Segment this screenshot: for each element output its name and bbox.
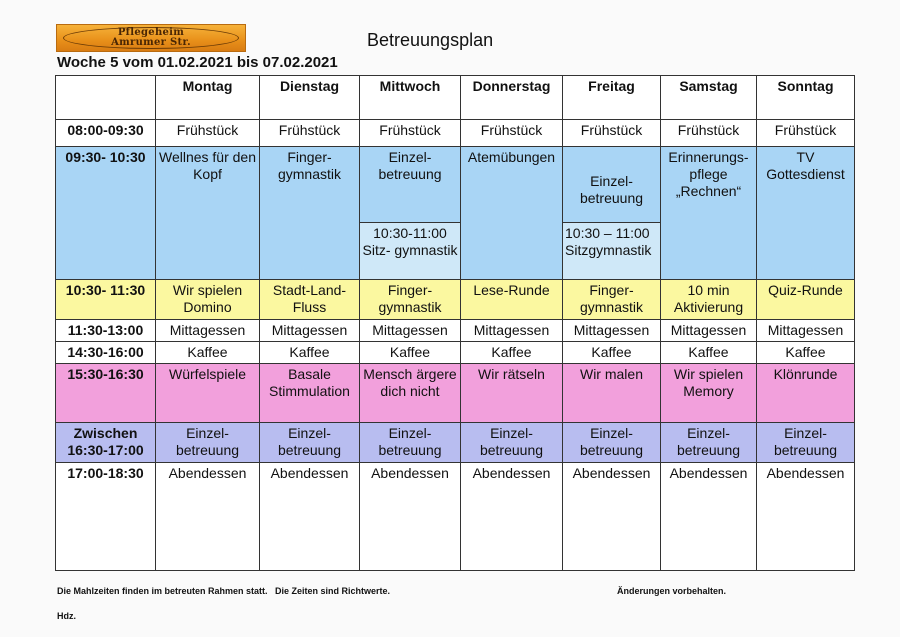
- activity-cell: Einzel- betreuung: [156, 423, 260, 463]
- footer-disclaimer: Änderungen vorbehalten.: [617, 586, 727, 596]
- activity-cell: Quiz-Runde: [757, 280, 855, 320]
- activity-cell: Erinnerungs- pflege „Rechnen“: [661, 147, 757, 280]
- activity-cell: Frühstück: [260, 120, 360, 147]
- day-header: Mittwoch: [360, 76, 461, 120]
- time-slot: 08:00-09:30: [56, 120, 156, 147]
- activity-cell: TV Gottesdienst: [757, 147, 855, 280]
- activity-cell: Basale Stimmulation: [260, 364, 360, 423]
- activity-cell: Abendessen: [757, 463, 855, 571]
- activity-cell: Finger- gymnastik: [360, 280, 461, 320]
- time-slot: 10:30- 11:30: [56, 280, 156, 320]
- activity-cell: Abendessen: [661, 463, 757, 571]
- activity-cell: Kaffee: [461, 342, 563, 364]
- table-row: [56, 423, 855, 463]
- activity-cell: Frühstück: [757, 120, 855, 147]
- time-slot: 09:30- 10:30: [56, 147, 156, 280]
- table-row: [56, 280, 855, 320]
- activity-cell: Kaffee: [260, 342, 360, 364]
- activity-cell: Mittagessen: [757, 320, 855, 342]
- table-row: [56, 342, 855, 364]
- activity-cell: Einzel- betreuung: [360, 147, 461, 223]
- activity-cell: Mittagessen: [360, 320, 461, 342]
- table-row: [56, 320, 855, 342]
- activity-cell: Einzel- betreuung: [563, 423, 661, 463]
- week-range: Woche 5 vom 01.02.2021 bis 07.02.2021: [57, 54, 338, 71]
- activity-cell: 10:30 – 11:00 Sitzgymnastik: [563, 223, 661, 280]
- logo-line2: Amrumer Str.: [111, 37, 191, 48]
- activity-cell: Frühstück: [661, 120, 757, 147]
- footer-signature: Hdz.: [57, 611, 76, 621]
- time-slot: Zwischen 16:30-17:00: [56, 423, 156, 463]
- header-corner: [56, 76, 156, 120]
- time-slot: 14:30-16:00: [56, 342, 156, 364]
- activity-cell: Klönrunde: [757, 364, 855, 423]
- activity-cell: Finger- gymnastik: [260, 147, 360, 280]
- header-row: [56, 76, 855, 120]
- activity-cell: Einzel- betreuung: [360, 423, 461, 463]
- activity-cell: Frühstück: [156, 120, 260, 147]
- time-slot: 17:00-18:30: [56, 463, 156, 571]
- activity-cell: Abendessen: [360, 463, 461, 571]
- day-header: Montag: [156, 76, 260, 120]
- activity-cell: Einzel- betreuung: [757, 423, 855, 463]
- activity-cell: Einzel- betreuung: [461, 423, 563, 463]
- activity-cell: Mittagessen: [563, 320, 661, 342]
- footer-note: Die Mahlzeiten finden im betreuten Rahmen statt. Die Zeiten sind Richtwerte.: [57, 586, 391, 596]
- activity-cell: Würfelspiele: [156, 364, 260, 423]
- activity-cell: Wir rätseln: [461, 364, 563, 423]
- activity-cell: Frühstück: [563, 120, 661, 147]
- activity-cell: Einzel- betreuung: [260, 423, 360, 463]
- activity-cell: Einzel- betreuung: [563, 147, 661, 223]
- activity-cell: Kaffee: [156, 342, 260, 364]
- activity-cell: Abendessen: [461, 463, 563, 571]
- logo-emblem: [63, 27, 239, 49]
- activity-cell: Wir malen: [563, 364, 661, 423]
- table-row: [56, 147, 855, 223]
- activity-cell: Mensch ärgere dich nicht: [360, 364, 461, 423]
- activity-cell: Kaffee: [563, 342, 661, 364]
- day-header: Freitag: [563, 76, 661, 120]
- page-title: Betreuungsplan: [367, 30, 494, 50]
- logo-line1: Pflegeheim: [117, 27, 185, 38]
- activity-cell: Finger- gymnastik: [563, 280, 661, 320]
- table-row: [56, 463, 855, 571]
- activity-cell: Wir spielen Memory: [661, 364, 757, 423]
- day-header: Samstag: [661, 76, 757, 120]
- day-header: Dienstag: [260, 76, 360, 120]
- activity-cell: Frühstück: [360, 120, 461, 147]
- day-header: Donnerstag: [461, 76, 563, 120]
- activity-cell: Kaffee: [360, 342, 461, 364]
- activity-cell: Abendessen: [260, 463, 360, 571]
- activity-cell: Kaffee: [757, 342, 855, 364]
- activity-cell: Wir spielen Domino: [156, 280, 260, 320]
- time-slot: 11:30-13:00: [56, 320, 156, 342]
- activity-cell: Mittagessen: [156, 320, 260, 342]
- activity-cell: Atemübungen: [461, 147, 563, 280]
- table-row: [56, 364, 855, 423]
- activity-cell: Abendessen: [563, 463, 661, 571]
- activity-cell: Wellnes für den Kopf: [156, 147, 260, 280]
- activity-cell: 10 min Aktivierung: [661, 280, 757, 320]
- time-slot: 15:30-16:30: [56, 364, 156, 423]
- activity-cell: 10:30-11:00 Sitz- gymnastik: [360, 223, 461, 280]
- activity-cell: Abendessen: [156, 463, 260, 571]
- activity-cell: Einzel- betreuung: [661, 423, 757, 463]
- logo: [56, 24, 246, 52]
- activity-cell: Lese-Runde: [461, 280, 563, 320]
- activity-cell: Frühstück: [461, 120, 563, 147]
- table-row: [56, 120, 855, 147]
- schedule-table: [55, 75, 855, 571]
- day-header: Sonntag: [757, 76, 855, 120]
- activity-cell: Stadt-Land- Fluss: [260, 280, 360, 320]
- activity-cell: Kaffee: [661, 342, 757, 364]
- activity-cell: Mittagessen: [260, 320, 360, 342]
- activity-cell: Mittagessen: [661, 320, 757, 342]
- activity-cell: Mittagessen: [461, 320, 563, 342]
